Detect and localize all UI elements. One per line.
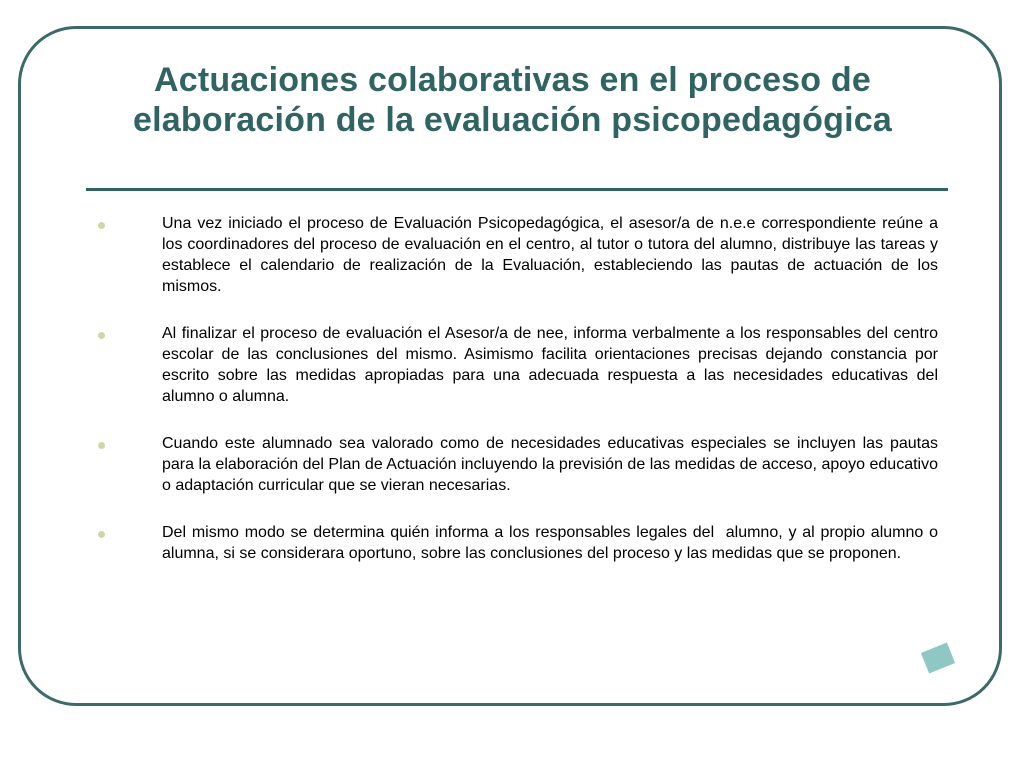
bullet-dot-icon: [98, 332, 105, 339]
bullet-list: [96, 213, 943, 590]
bullet-item: [96, 323, 943, 407]
bullet-dot-icon: [98, 531, 105, 538]
title-divider: [86, 188, 948, 191]
bullet-dot-icon: [98, 222, 105, 229]
bullet-text: Cuando este alumnado sea valorado como de necesidades educativas especiales se incluyen las pautas para la elaboración del Plan de Actuación incluyendo la previsión de las medidas de acceso, apoyo educativo o adaptación curricular que se vieran necesarias.: [162, 435, 943, 494]
slide-title: Actuaciones colaborativas en el proceso de elaboración de la evaluación psicopedagógica: [133, 61, 892, 139]
bullet-text: Del mismo modo se determina quién informa a los responsables legales del alumno, y al propio alumno o alumna, si se considerara oportuno, sobre las conclusiones del proceso y las medidas que se proponen.: [162, 524, 943, 562]
bullet-dot-icon: [98, 442, 105, 449]
bullet-text: Una vez iniciado el proceso de Evaluación Psicopedagógica, el asesor/a de n.e.e correspondiente reúne a los coordinadores del proceso de evaluación en el centro, al tutor o tutora del alumno, distribuye las tareas y establece el calendario de realización de la Evaluación, estableciendo las pautas de actuación de los mismos.: [162, 215, 943, 295]
bullet-item: [96, 213, 943, 297]
bullet-text: Al finalizar el proceso de evaluación el Asesor/a de nee, informa verbalmente a los responsables del centro escolar de las conclusiones del mismo. Asimismo facilita orientaciones precisas dejando constancia por escrito sobre las medidas apropiadas para una adecuada respuesta a las necesidades educativas del alumno o alumna.: [162, 325, 943, 405]
bullet-item: [96, 433, 943, 496]
bullet-item: [96, 522, 943, 564]
